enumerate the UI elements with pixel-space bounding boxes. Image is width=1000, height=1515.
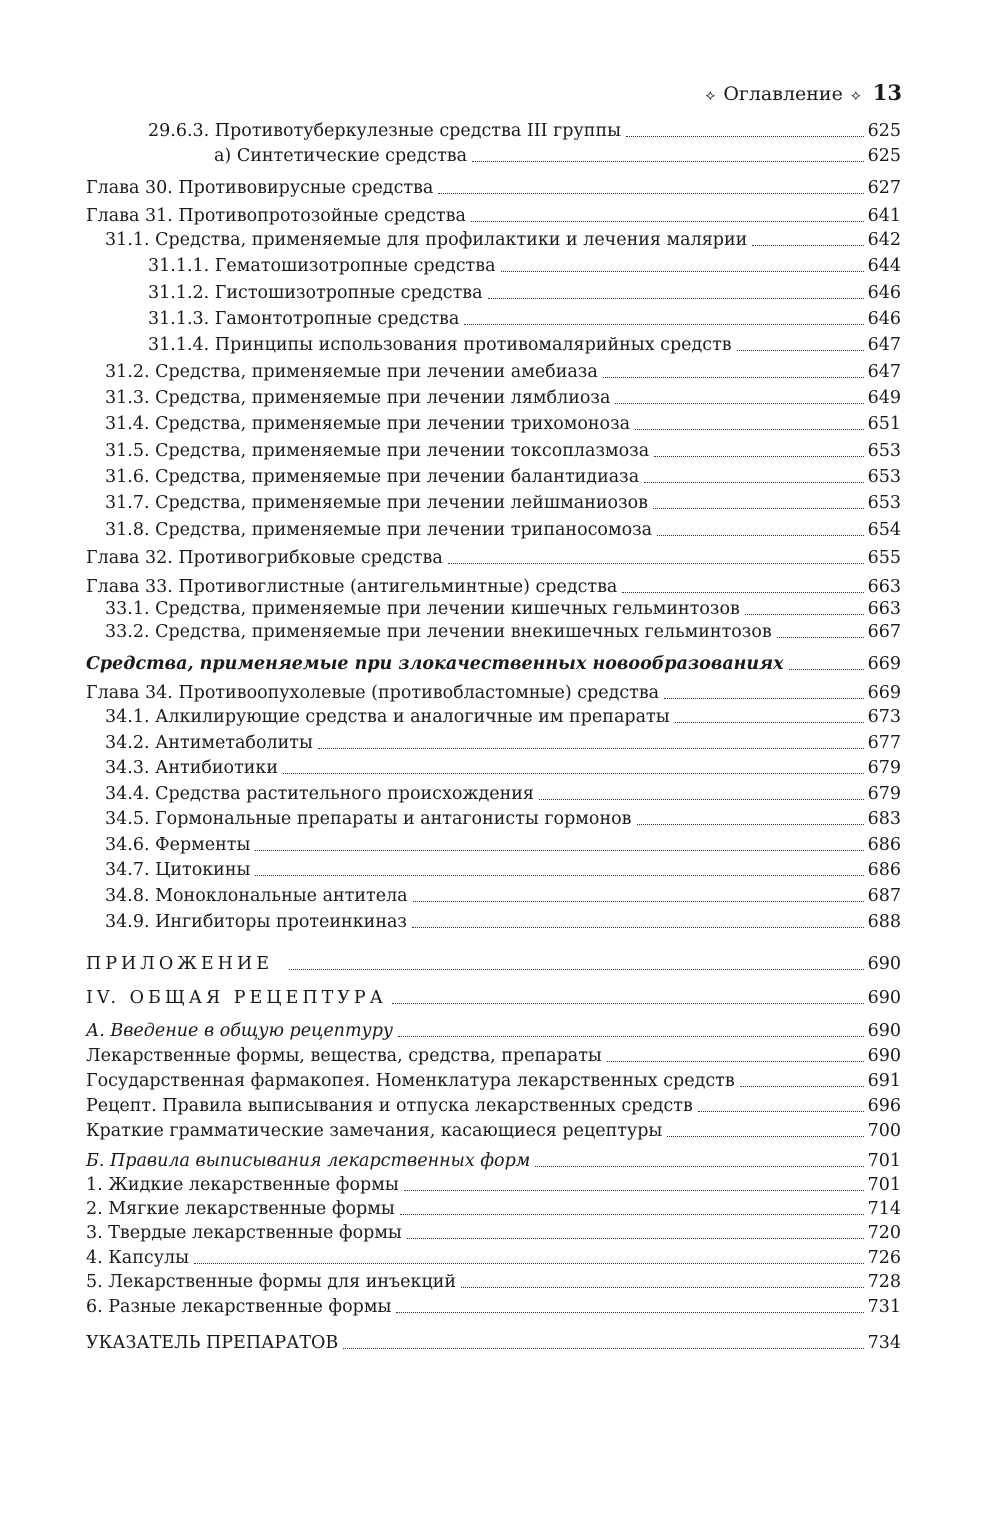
toc-entry[interactable] — [86, 1150, 901, 1172]
toc-entry-label: 2. Мягкие лекарственные формы — [86, 1199, 395, 1219]
toc-entry-label: 33.2. Средства, применяемые при лечении внекишечных гельминтозов — [105, 622, 772, 642]
running-header — [705, 80, 902, 105]
dot-leader — [635, 429, 864, 430]
toc-entry[interactable] — [86, 334, 901, 356]
toc-entry-label: Рецепт. Правила выписывания и отпуска лекарственных средств — [86, 1096, 693, 1116]
toc-entry[interactable] — [86, 547, 901, 569]
toc-entry-page: 687 — [867, 886, 901, 906]
toc-entry-label: 31.2. Средства, применяемые при лечении амебиаза — [105, 362, 598, 382]
toc-entry[interactable] — [86, 1222, 901, 1244]
toc-entry-page: 649 — [867, 388, 901, 408]
toc-entry-label: 34.7. Цитокины — [105, 860, 251, 880]
toc-entry[interactable] — [86, 808, 901, 830]
toc-entry[interactable] — [86, 145, 901, 167]
dot-leader — [667, 1136, 864, 1137]
dot-leader — [255, 875, 864, 876]
toc-entry-page: 686 — [867, 860, 901, 880]
dot-leader — [653, 508, 864, 509]
dot-leader — [407, 1238, 864, 1239]
toc-entry[interactable] — [86, 953, 901, 975]
toc-entry[interactable] — [86, 440, 901, 462]
toc-entry[interactable] — [86, 1045, 901, 1067]
toc-entry-page: 731 — [867, 1297, 901, 1317]
toc-entry-page: 690 — [867, 1046, 901, 1066]
toc-entry[interactable] — [86, 706, 901, 728]
toc-entry[interactable] — [86, 308, 901, 330]
dot-leader — [698, 1111, 864, 1112]
toc-entry-label: 31.4. Средства, применяемые при лечении трихомоноза — [105, 414, 631, 434]
toc-entry-label: 4. Капсулы — [86, 1248, 190, 1268]
dot-leader — [607, 1061, 864, 1062]
toc-entry[interactable] — [86, 1198, 901, 1220]
dot-leader — [464, 324, 864, 325]
toc-entry[interactable] — [86, 361, 901, 383]
dot-leader — [654, 456, 864, 457]
toc-entry-label: 31.1.1. Гематошизотропные средства — [148, 256, 496, 276]
dot-leader — [461, 1287, 864, 1288]
toc-entry[interactable] — [86, 120, 901, 142]
toc-entry-page: 654 — [867, 520, 901, 540]
diamond-ornament-icon: ⟡ — [850, 86, 861, 104]
toc-entry-label: 31.8. Средства, применяемые при лечении трипаносомоза — [105, 520, 653, 540]
dot-leader — [343, 1348, 864, 1349]
toc-entry[interactable] — [86, 598, 901, 620]
toc-entry-page: 667 — [867, 622, 901, 642]
toc-entry-label: а) Синтетические средства — [214, 146, 468, 166]
toc-entry-page: 663 — [867, 577, 901, 597]
dot-leader — [413, 901, 864, 902]
toc-entry-label: 34.5. Гормональные препараты и антагонисты гормонов — [105, 809, 632, 829]
toc-entry-page: 627 — [867, 178, 901, 198]
dot-leader — [657, 535, 864, 536]
toc-entry-page: 714 — [867, 1199, 901, 1219]
toc-entry-page: 653 — [867, 467, 901, 487]
dot-leader — [637, 824, 865, 825]
toc-entry[interactable] — [86, 987, 901, 1009]
toc-entry-page: 696 — [867, 1096, 901, 1116]
toc-entry-label: 6. Разные лекарственные формы — [86, 1297, 392, 1317]
toc-entry-page: 679 — [867, 758, 901, 778]
dot-leader — [448, 563, 864, 564]
dot-leader — [289, 969, 864, 970]
toc-entry-page: 701 — [867, 1175, 901, 1195]
toc-entry-label: 31.7. Средства, применяемые при лечении лейшманиозов — [105, 493, 649, 513]
toc-entry[interactable] — [86, 732, 901, 754]
toc-entry[interactable] — [86, 757, 901, 779]
toc-entry-label: Глава 32. Противогрибковые средства — [86, 548, 443, 568]
toc-entry-page: 651 — [867, 414, 901, 434]
toc-entry-label: 1. Жидкие лекарственные формы — [86, 1175, 399, 1195]
dot-leader — [412, 927, 864, 928]
toc-entry[interactable] — [86, 911, 901, 933]
toc-entry-label: 34.6. Ферменты — [105, 835, 251, 855]
toc-entry[interactable] — [86, 229, 901, 251]
toc-entry[interactable] — [86, 1247, 901, 1269]
dot-leader — [737, 350, 864, 351]
toc-entry-label: 34.3. Антибиотики — [105, 758, 279, 778]
toc-entry-label: 34.9. Ингибиторы протеинкиназ — [105, 912, 407, 932]
dot-leader — [283, 773, 864, 774]
toc-entry-page: 690 — [867, 1021, 901, 1041]
dot-leader — [392, 1003, 864, 1004]
dot-leader — [501, 271, 864, 272]
toc-entry-label: Глава 33. Противоглистные (антигельминтные) средства — [86, 577, 618, 597]
toc-entry[interactable] — [86, 783, 901, 805]
toc-entry-page: 669 — [867, 683, 901, 703]
dot-leader — [471, 221, 864, 222]
toc-entry-page: 647 — [867, 362, 901, 382]
dot-leader — [789, 669, 865, 670]
toc-entry-page: 653 — [867, 493, 901, 513]
toc-entry[interactable] — [86, 519, 901, 541]
toc-entry-page: 663 — [867, 599, 901, 619]
toc-entry[interactable] — [86, 282, 901, 304]
dot-leader — [740, 1086, 864, 1087]
dot-leader — [777, 637, 864, 638]
toc-section-label: Средства, применяемые при злокачественных новообразованиях — [86, 654, 784, 674]
toc-entry-page: 625 — [867, 146, 901, 166]
dot-leader — [194, 1263, 864, 1264]
toc-entry-label: 34.8. Моноклональные антитела — [105, 886, 408, 906]
toc-entry[interactable] — [86, 834, 901, 856]
toc-entry[interactable] — [86, 177, 901, 199]
dot-leader — [603, 377, 864, 378]
dot-leader — [472, 161, 864, 162]
toc-entry[interactable] — [86, 859, 901, 881]
dot-leader — [539, 799, 864, 800]
toc-entry-page: 647 — [867, 335, 901, 355]
toc-entry-label: ПРИЛОЖЕНИЕ — [86, 954, 273, 974]
toc-entry-page: 734 — [867, 1333, 901, 1353]
diamond-ornament-icon: ⟡ — [705, 86, 716, 104]
toc-entry[interactable] — [86, 466, 901, 488]
dot-leader — [626, 136, 864, 137]
toc-entry[interactable] — [86, 413, 901, 435]
toc-entry[interactable] — [86, 1296, 901, 1318]
toc-entry-label: 34.4. Средства растительного происхождения — [105, 784, 534, 804]
toc-entry[interactable] — [86, 1095, 901, 1117]
toc-entry-label: Глава 34. Противоопухолевые (противобластомные) средства — [86, 683, 660, 703]
dot-leader — [615, 403, 864, 404]
dot-leader — [535, 1166, 864, 1167]
toc-entry[interactable] — [86, 1120, 901, 1142]
toc-entry[interactable] — [86, 682, 901, 704]
toc-entry[interactable] — [86, 205, 901, 227]
toc-section-label: Б. Правила выписывания лекарственных форм — [86, 1151, 531, 1171]
toc-entry-label: 31.1.3. Гамонтотропные средства — [148, 309, 460, 329]
toc-entry-page: 646 — [867, 283, 901, 303]
dot-leader — [488, 298, 864, 299]
toc-entry-label: 29.6.3. Противотуберкулезные средства III группы — [148, 121, 622, 141]
toc-entry-page: 690 — [867, 954, 901, 974]
toc-entry-page: 691 — [867, 1071, 901, 1091]
toc-entry-label: 31.1.4. Принципы использования противомалярийных средств — [148, 335, 732, 355]
dot-leader — [255, 850, 864, 851]
toc-entry[interactable] — [86, 885, 901, 907]
toc-entry[interactable] — [86, 653, 901, 675]
toc-entry-label: 31.6. Средства, применяемые при лечении балантидиаза — [105, 467, 640, 487]
dot-leader — [404, 1190, 864, 1191]
toc-section-label: А. Введение в общую рецептуру — [86, 1021, 394, 1041]
dot-leader — [318, 748, 864, 749]
toc-entry-page: 646 — [867, 309, 901, 329]
toc-entry-page: 688 — [867, 912, 901, 932]
toc-entry-label: 31.3. Средства, применяемые при лечении лямблиоза — [105, 388, 611, 408]
page-number: 13 — [872, 80, 902, 105]
toc-entry[interactable] — [86, 621, 901, 643]
toc-entry-page: 653 — [867, 441, 901, 461]
toc-entry-page: 641 — [867, 206, 901, 226]
toc-entry-page: 677 — [867, 733, 901, 753]
toc-entry[interactable] — [86, 387, 901, 409]
toc-entry-label: 34.1. Алкилирующие средства и аналогичные им препараты — [105, 707, 670, 727]
toc-entry-page: 700 — [867, 1121, 901, 1141]
toc-entry-page: 642 — [867, 230, 901, 250]
toc-entry-label: 5. Лекарственные формы для инъекций — [86, 1272, 457, 1292]
dot-leader — [664, 698, 864, 699]
toc-entry-label: 31.5. Средства, применяемые при лечении токсоплазмоза — [105, 441, 650, 461]
toc-entry-label: Государственная фармакопея. Номенклатура лекарственных средств — [86, 1071, 735, 1091]
dot-leader — [745, 614, 864, 615]
toc-entry-page: 644 — [867, 256, 901, 276]
toc-entry[interactable] — [86, 1332, 901, 1354]
toc-entry-label: Глава 30. Противовирусные средства — [86, 178, 434, 198]
toc-entry-label: IV. ОБЩАЯ РЕЦЕПТУРА — [86, 988, 387, 1008]
toc-entry[interactable] — [86, 255, 901, 277]
toc-entry-page: 701 — [867, 1151, 901, 1171]
toc-entry-label: Краткие грамматические замечания, касающиеся рецептуры — [86, 1121, 663, 1141]
toc-entry-page: 683 — [867, 809, 901, 829]
dot-leader — [622, 592, 864, 593]
toc-entry-label: Лекарственные формы, вещества, средства, препараты — [86, 1046, 602, 1066]
dot-leader — [400, 1214, 864, 1215]
dot-leader — [438, 193, 864, 194]
toc-entry-label: 34.2. Антиметаболиты — [105, 733, 313, 753]
toc-entry-page: 669 — [867, 654, 901, 674]
toc-entry[interactable] — [86, 576, 901, 598]
toc-entry-page: 726 — [867, 1248, 901, 1268]
toc-entry-label: Глава 31. Противопротозойные средства — [86, 206, 466, 226]
toc-entry-label: 31.1. Средства, применяемые для профилактики и лечения малярии — [105, 230, 748, 250]
dot-leader — [396, 1312, 864, 1313]
toc-entry-label: 3. Твердые лекарственные формы — [86, 1223, 402, 1243]
toc-entry-page: 690 — [867, 988, 901, 1008]
toc-entry-page: 625 — [867, 121, 901, 141]
toc-entry-label: УКАЗАТЕЛЬ ПРЕПАРАТОВ — [86, 1333, 339, 1353]
toc-entry-label: 33.1. Средства, применяемые при лечении кишечных гельминтозов — [105, 599, 740, 619]
dot-leader — [752, 245, 864, 246]
dot-leader — [675, 722, 864, 723]
toc-entry-page: 673 — [867, 707, 901, 727]
toc-entry[interactable] — [86, 1271, 901, 1293]
dot-leader — [644, 482, 864, 483]
running-header-title: Оглавление — [723, 83, 843, 105]
toc-entry-page: 686 — [867, 835, 901, 855]
toc-entry[interactable] — [86, 1070, 901, 1092]
toc-entry[interactable] — [86, 492, 901, 514]
toc-entry[interactable] — [86, 1020, 901, 1042]
toc-entry-label: 31.1.2. Гистошизотропные средства — [148, 283, 483, 303]
toc-entry-page: 655 — [867, 548, 901, 568]
toc-entry-page: 728 — [867, 1272, 901, 1292]
toc-entry[interactable] — [86, 1174, 901, 1196]
toc-entry-page: 679 — [867, 784, 901, 804]
dot-leader — [398, 1036, 864, 1037]
toc-entry-page: 720 — [867, 1223, 901, 1243]
